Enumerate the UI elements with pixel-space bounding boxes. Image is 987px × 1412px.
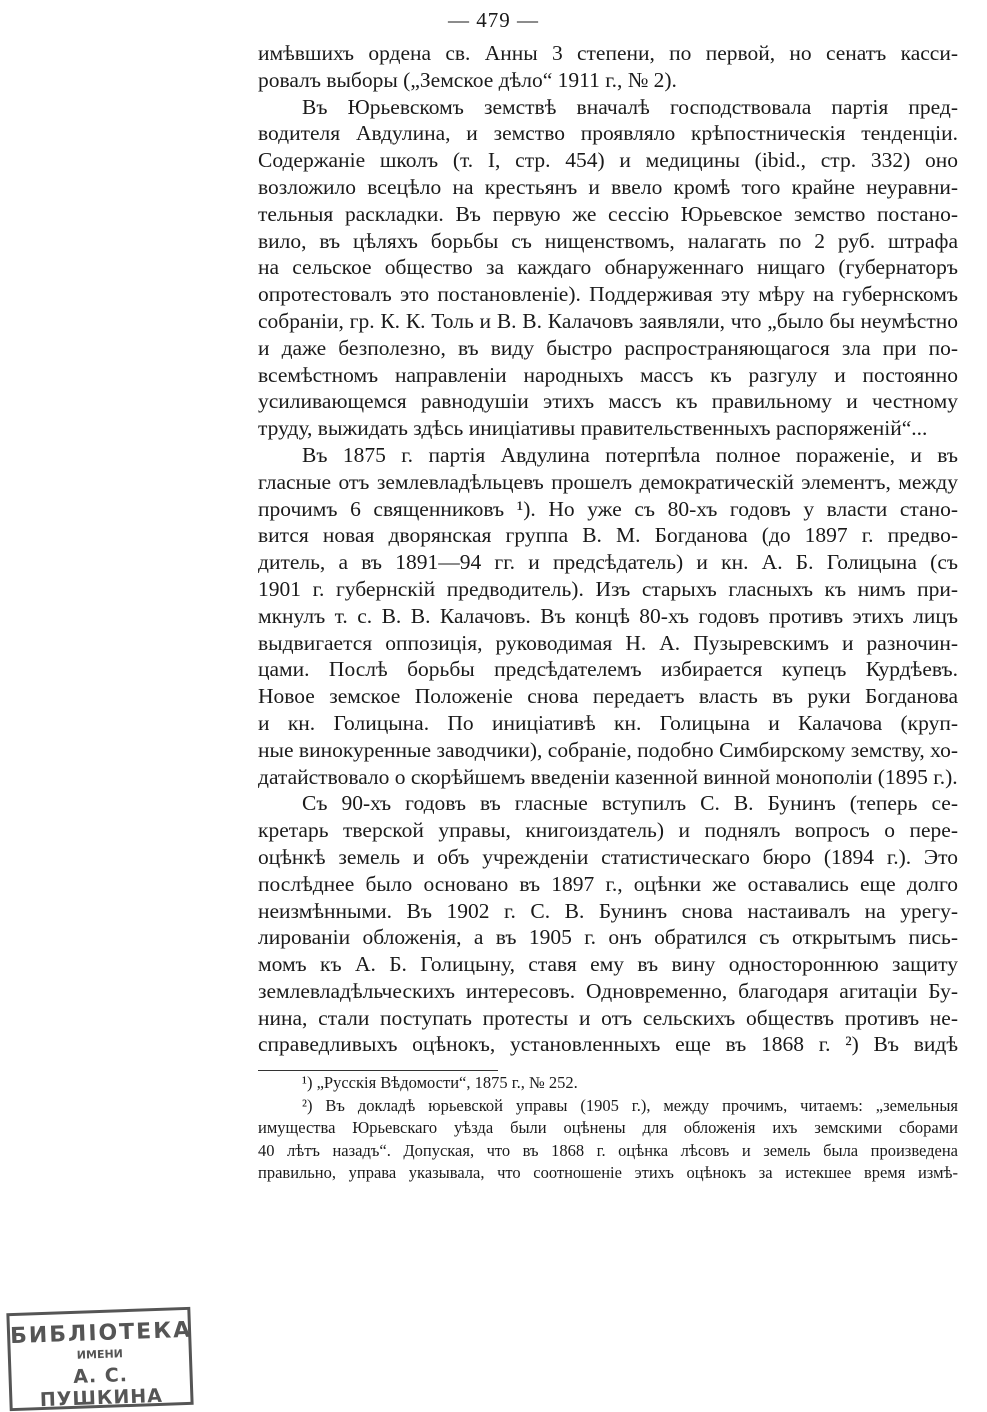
footnote-line: ²) Въ докладѣ юрьевской управы (1905 г.), между прочимъ, читаемъ: „земельныя [302,1095,958,1115]
text-line: водителя Авдулина, и земство проявляло крѣпостническія тенденціи. [258,121,958,146]
footnote-line: 40 лѣтъ назадъ“. Допуская, что въ 1868 г. оцѣнка лѣсовъ и земель была произведена [258,1140,958,1160]
text-line: ные винокуренные заводчики), собраніе, подобно Симбирскому земству, хо- [258,737,958,762]
text-line: всемѣстномъ направленіи народныхъ массъ къ разгулу и постоянно [258,362,958,387]
text-line: и даже безполезно, въ виду быстро распространяющагося зла при по- [258,335,958,360]
text-line: опротестовалъ это постановленіе). Поддерживая эту мѣру на губернскомъ [258,282,958,307]
text-line: оцѣнкѣ земель и объ учрежденіи статистическаго бюро (1894 г.). Это [258,844,958,869]
main-text [258,40,958,1058]
stamp-line-3: А. С. ПУШКИНА [39,1364,164,1412]
text-line: Новое земское Положеніе снова передаетъ власть въ руки Богданова [258,684,958,709]
footnote-line: ¹) „Русскія Вѣдомости“, 1875 г., № 252. [302,1073,578,1092]
text-line: Съ 90-хъ годовъ въ гласные вступилъ С. В. Бунинъ (теперь се- [302,791,958,816]
text-line: собраніи, гр. К. К. Толь и В. В. Калачовъ заявляли, что „было бы неумѣстно [258,308,958,333]
text-line: дитель, а въ 1891—94 гг. и предсѣдатель) и кн. А. Б. Голицына (съ [258,550,958,575]
text-line: ровалъ выборы („Земское дѣло“ 1911 г., № 2). [258,67,677,92]
text-line: послѣднее было основано въ 1897 г., оцѣнки же оставались еще долго [258,871,958,896]
footnote-line: правильно, управа указывала, что соотношеніе этихъ оцѣнокъ за истекшее время измѣ- [258,1163,958,1182]
text-line: датайствовало о скорѣйшемъ введеніи казенной винной монополіи (1895 г.). [258,764,958,789]
text-line: прочимъ 6 священниковъ ¹). Но уже съ 80-хъ годовъ у власти стано- [258,496,958,521]
text-line: мкнулъ т. с. В. В. Калачовъ. Въ концѣ 80-хъ годовъ противъ этихъ лицъ [258,603,958,628]
text-line: кретарь тверской управы, книгоиздатель) и поднялъ вопросъ о пере- [258,818,958,843]
text-line: цами. Послѣ борьбы предсѣдателемъ избирается купецъ Курдѣевъ. [258,657,958,682]
footnotes [258,1072,958,1185]
text-line: возложило всецѣло на крестьянъ и ввело кромѣ того крайне неуравни- [258,174,958,199]
text-line: неизмѣнными. Въ 1902 г. С. В. Бунинъ снова настаивалъ на урегу- [258,898,958,923]
text-line: усиливающемся равнодушіи этихъ массъ къ правильному и честному [258,389,958,414]
text-line: вится новая дворянская группа В. М. Богданова (до 1897 г. предво- [258,523,958,548]
text-line: выдвигается оппозиція, руководимая Н. А. Пузыревскимъ и разночин- [258,630,958,655]
library-stamp [6,1307,193,1411]
page-number: — 479 — [448,8,539,32]
text-line: труду, выжидать здѣсь иниціативы правительственныхъ распоряженій“... [258,416,928,441]
text-line: Содержаніе школъ (т. I, стр. 454) и медицины (ibid., стр. 332) оно [258,148,958,173]
text-line: справедливыхъ оцѣнокъ, установленныхъ еще въ 1868 г. ²) Въ видѣ [258,1032,958,1057]
footnote-divider [258,1070,498,1071]
text-line: нина, стали поступать протесты и отъ сельскихъ обществъ противъ не- [258,1005,958,1030]
text-line: тельныя раскладки. Въ первую же сессію Юрьевское земство постано- [258,201,958,226]
stamp-line-2: ИМЕНИ [76,1347,124,1362]
text-line: момъ къ А. Б. Голицыну, ставя ему въ вину одностороннюю защиту [258,952,958,977]
text-line: 1901 г. губернскій предводитель). Изъ старыхъ гласныхъ къ нимъ при- [258,576,958,601]
stamp-line-1: БИБЛІОТЕКА [9,1317,193,1350]
text-line: имѣвшихъ ордена св. Анны 3 степени, по первой, но сенатъ касси- [258,41,958,65]
text-line: вило, въ цѣляхъ борьбы съ нищенствомъ, налагать по 2 руб. штрафа [258,228,958,253]
text-line: землевладѣльческихъ интересовъ. Одновременно, благодаря агитаціи Бу- [258,978,958,1003]
text-line: лированіи обложенія, а въ 1905 г. онъ обратился съ открытымъ пись- [258,925,958,950]
text-line: на сельское общество за каждаго обнаруженнаго нищаго (губернаторъ [258,255,958,280]
text-line: Въ 1875 г. партія Авдулина потерпѣла полное пораженіе, и въ [302,442,958,467]
footnote-line: имущества Юрьевскаго уѣзда были оцѣнены для обложенія ихъ земскими сборами [258,1118,958,1137]
text-line: гласные отъ землевладѣльцевъ прошелъ демократическій элементъ, между [258,469,958,494]
text-line: и кн. Голицына. По иниціативѣ кн. Голицына и Калачова (круп- [258,710,958,735]
text-line: Въ Юрьевскомъ земствѣ вначалѣ господствовала партія пред- [302,94,958,119]
